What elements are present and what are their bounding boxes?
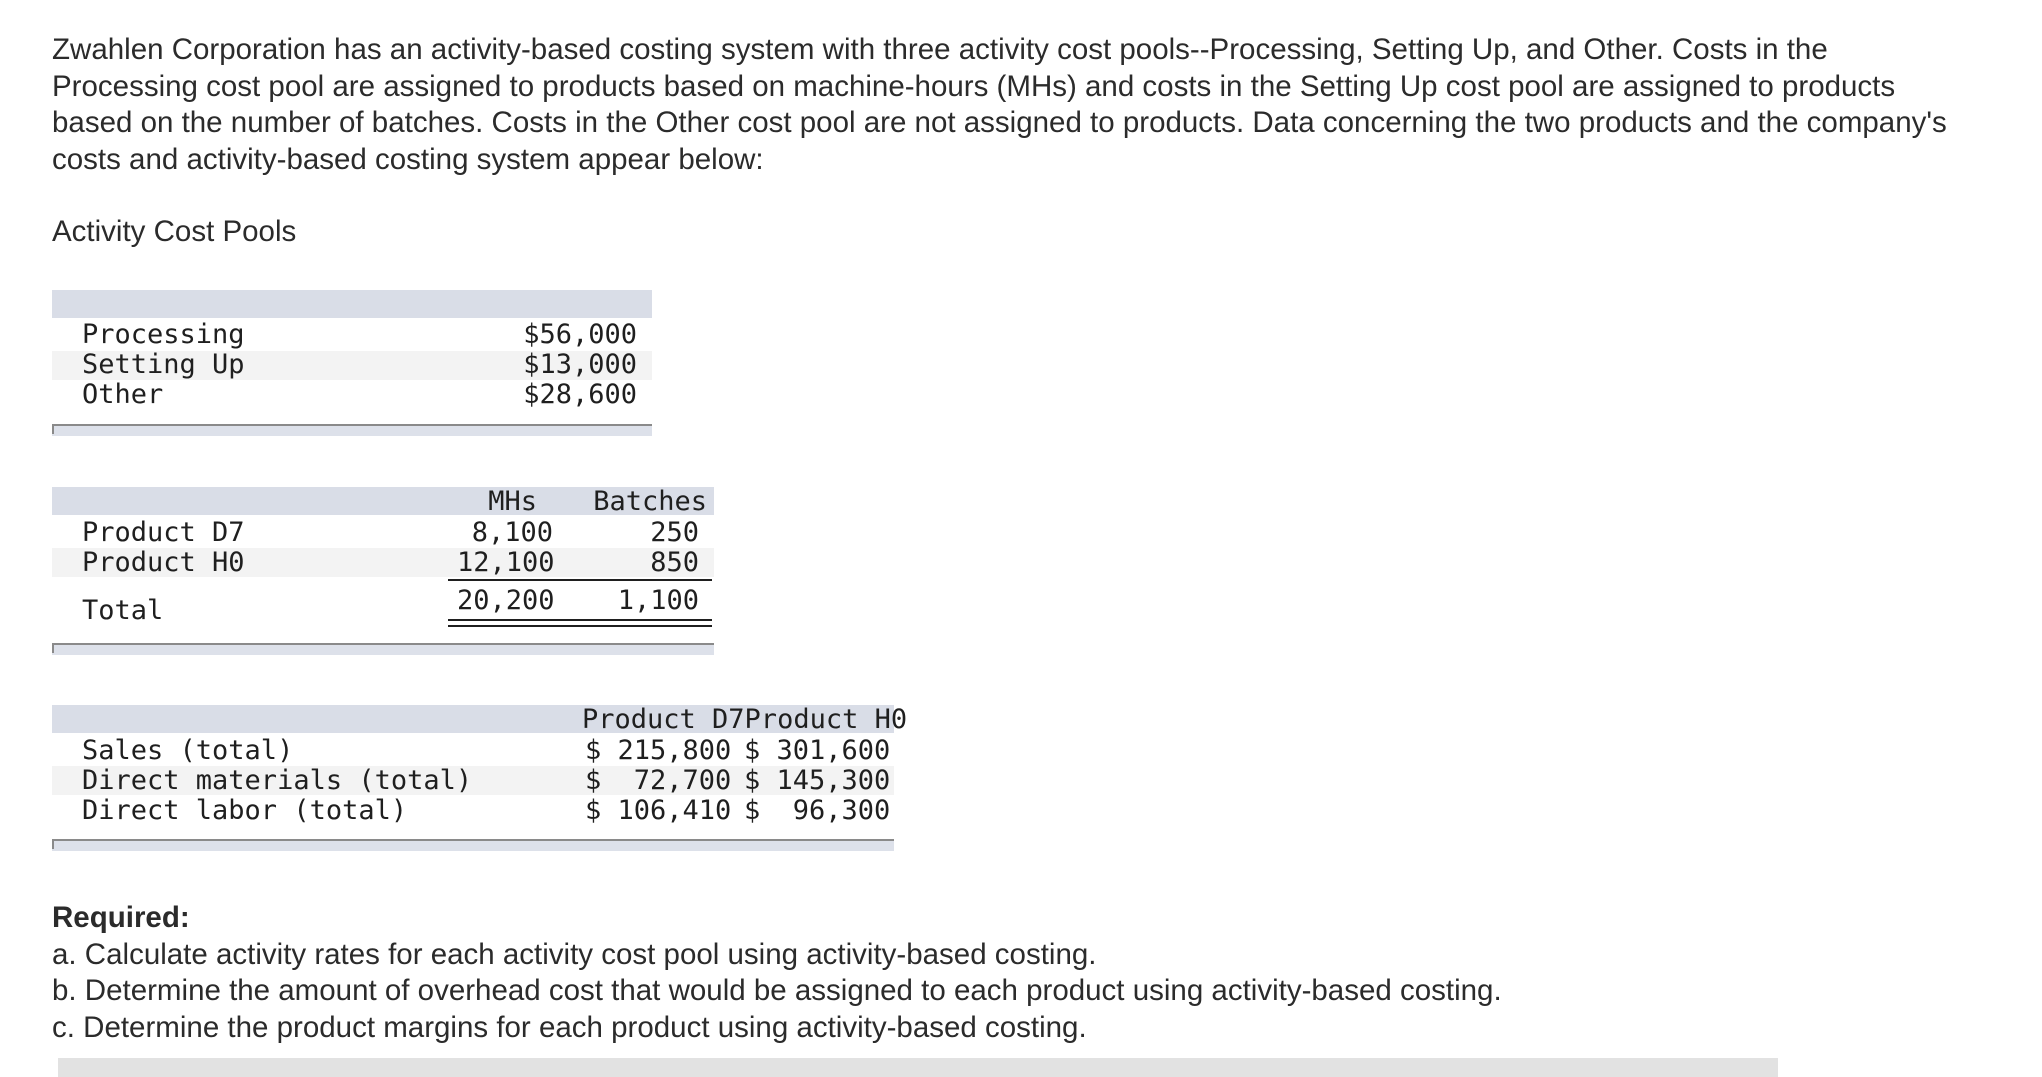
activity-row-label-h0: Product H0: [82, 547, 245, 578]
activity-header-batches: Batches: [593, 486, 707, 517]
activity-total-batches: 1,100: [617, 585, 699, 616]
cost-pool-name-setting-up: Setting Up: [82, 349, 245, 380]
product-row-h0-labor: $ 96,300: [744, 795, 891, 826]
activity-total-label: Total: [82, 595, 164, 626]
required-item-c: c. Determine the product margins for each product using activity-based costing.: [52, 1010, 1087, 1044]
cost-pool-cost-other: $28,600: [523, 379, 637, 410]
subtotal-underline: [448, 579, 712, 581]
cost-pool-name-processing: Processing: [82, 319, 245, 350]
table-bottom-rule: [52, 839, 894, 851]
product-row-h0-materials: $ 145,300: [744, 765, 891, 796]
product-row-h0-sales: $ 301,600: [744, 735, 891, 766]
answer-area-bar: [58, 1058, 1778, 1077]
required-item-a: a. Calculate activity rates for each activity cost pool using activity-based costing.: [52, 937, 1097, 971]
activity-row-batches-h0: 850: [650, 547, 699, 578]
product-row-d7-sales: $ 215,800: [585, 735, 732, 766]
activity-cost-pools-label: Activity Cost Pools: [52, 215, 297, 248]
product-row-label-labor: Direct labor (total): [82, 795, 408, 826]
activity-row-mhs-d7: 8,100: [471, 517, 553, 548]
cost-pool-cost-processing: $56,000: [523, 319, 637, 350]
product-row-label-sales: Sales (total): [82, 735, 294, 766]
activity-row-mhs-h0: 12,100: [457, 547, 555, 578]
required-heading: Required:: [52, 901, 190, 934]
product-table-header: Product D7Product H0: [582, 704, 908, 735]
required-item-b: b. Determine the amount of overhead cost that would be assigned to each product using activity-based costing.: [52, 974, 1502, 1007]
required-section: [52, 900, 1502, 1046]
problem-intro: Zwahlen Corporation has an activity-based costing system with three activity cost pools--Processing, Setting Up, and Other. Costs in the Processing cost pool are assigned to products based on machine-hours (MHs) and costs in the Setting Up cost pool are assigned to products based on the number of batches. Costs in the Other cost pool are not assigned to products. Data concerning the two products and the company's costs and activity-based costing system appear below:: [52, 33, 1947, 176]
product-row-d7-labor: $ 106,410: [585, 795, 732, 826]
total-double-underline: [448, 619, 712, 627]
table-header-band: [52, 290, 652, 318]
table-bottom-rule: [52, 643, 714, 655]
activity-header-mhs: MHs: [488, 486, 537, 517]
activity-total-mhs: 20,200: [457, 585, 555, 616]
activity-row-batches-d7: 250: [650, 517, 699, 548]
cost-pool-cost-setting-up: $13,000: [523, 349, 637, 380]
product-table: [52, 704, 908, 855]
table-bottom-rule: [52, 424, 652, 436]
product-row-label-materials: Direct materials (total): [82, 765, 473, 796]
product-row-d7-materials: $ 72,700: [585, 765, 732, 796]
activity-table: [52, 487, 714, 657]
activity-row-label-d7: Product D7: [82, 517, 245, 548]
cost-pools-table: [52, 290, 652, 440]
cost-pool-name-other: Other: [82, 379, 164, 410]
